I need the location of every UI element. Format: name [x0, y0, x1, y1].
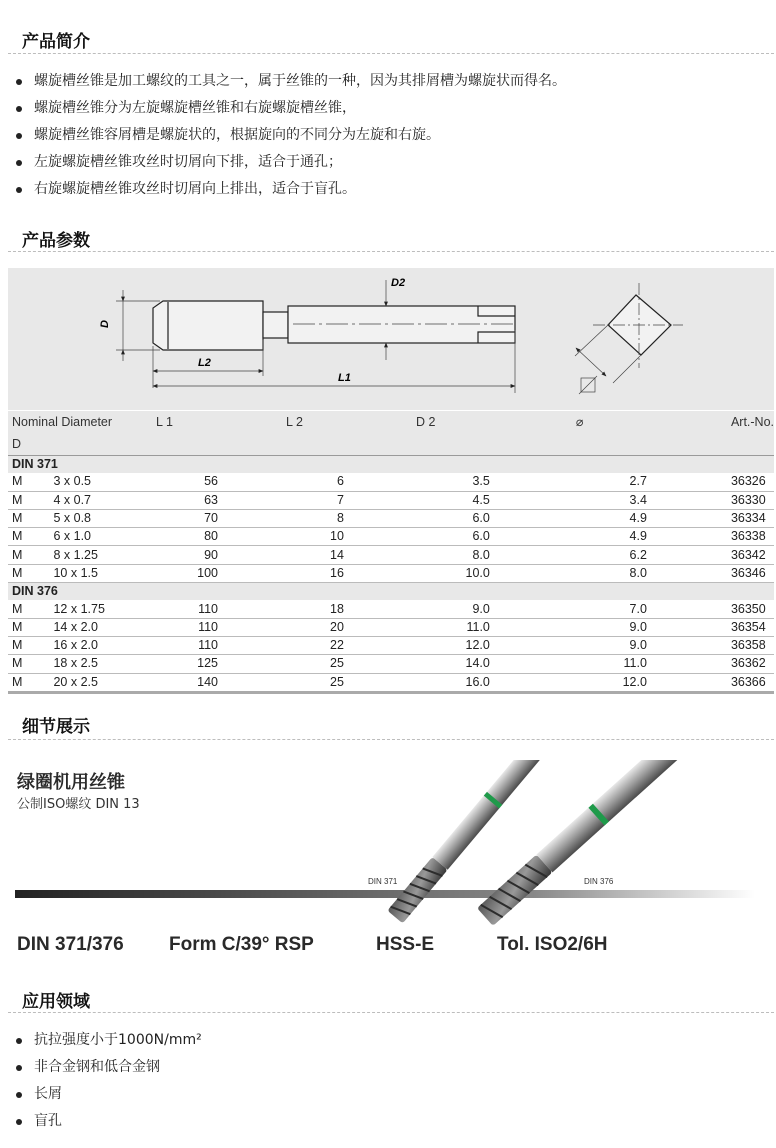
list-item: 右旋螺旋槽丝锥攻丝时切屑向上排出，适合于盲孔。	[14, 176, 566, 203]
cell-l2: 16	[286, 564, 416, 582]
cell-l1: 100	[156, 564, 286, 582]
cell-square: 4.9	[576, 509, 731, 527]
cell-l1: 140	[156, 673, 286, 692]
table-body	[8, 456, 774, 693]
list-item: 螺旋槽丝锥容屑槽是螺旋状的，根据旋向的不同分为左旋和右旋。	[14, 122, 566, 149]
cell-l1: 110	[156, 636, 286, 654]
header-square: ⌀	[576, 411, 731, 434]
table-group-row	[8, 583, 774, 601]
tool-label-din-376: DIN 376	[584, 877, 614, 886]
tool-label-din-371: DIN 371	[368, 877, 398, 886]
cell-d2: 11.0	[416, 618, 576, 636]
parameter-table	[8, 411, 774, 694]
spec-material: HSS-E	[376, 934, 435, 955]
cell-l1: 80	[156, 528, 286, 546]
cell-l2: 7	[286, 491, 416, 509]
table-row	[8, 528, 774, 546]
cell-l1: 110	[156, 600, 286, 618]
cell-square: 3.4	[576, 491, 731, 509]
cell-d2: 3.5	[416, 473, 576, 491]
cell-d2: 4.5	[416, 491, 576, 509]
cell-d2: 9.0	[416, 600, 576, 618]
cell-l1: 110	[156, 618, 286, 636]
section-divider	[8, 739, 774, 740]
cell-l2: 14	[286, 546, 416, 564]
cell-d2: 16.0	[416, 673, 576, 692]
cell-square: 9.0	[576, 636, 731, 654]
cell-prefix: M	[8, 473, 35, 491]
cell-prefix: M	[8, 491, 35, 509]
cell-prefix: M	[8, 528, 35, 546]
cell-size: 5 x 0.8	[35, 509, 156, 527]
cell-prefix: M	[8, 618, 35, 636]
spec-tolerance: Tol. ISO2/6H	[497, 934, 608, 955]
cell-size: 6 x 1.0	[35, 528, 156, 546]
cell-d2: 8.0	[416, 546, 576, 564]
cell-art-no: 36362	[731, 655, 774, 673]
technical-drawing	[8, 268, 774, 410]
cell-size: 20 x 2.5	[35, 673, 156, 692]
gradient-bar	[15, 890, 755, 898]
table-row	[8, 655, 774, 673]
tap-din-371	[387, 760, 569, 923]
cell-l2: 8	[286, 509, 416, 527]
table-row	[8, 600, 774, 618]
cell-square: 12.0	[576, 673, 731, 692]
cell-art-no: 36354	[731, 618, 774, 636]
cell-l1: 56	[156, 473, 286, 491]
cell-l2: 6	[286, 473, 416, 491]
table-group-row	[8, 456, 774, 474]
cell-size: 4 x 0.7	[35, 491, 156, 509]
dim-label-d2: D2	[391, 277, 406, 289]
product-subtitle: 公制ISO螺纹 DIN 13	[17, 797, 140, 812]
product-image	[0, 760, 776, 930]
cell-size: 3 x 0.5	[35, 473, 156, 491]
cell-art-no: 36330	[731, 491, 774, 509]
cell-art-no: 36334	[731, 509, 774, 527]
cell-size: 8 x 1.25	[35, 546, 156, 564]
section-divider	[8, 251, 774, 252]
list-item: 抗拉强度小于1000N/mm²	[14, 1027, 202, 1054]
cell-l1: 90	[156, 546, 286, 564]
cell-l1: 63	[156, 491, 286, 509]
section-divider	[8, 53, 774, 54]
cell-l1: 125	[156, 655, 286, 673]
header-d2: D 2	[416, 411, 576, 434]
cell-d2: 6.0	[416, 528, 576, 546]
cell-l2: 25	[286, 673, 416, 692]
cell-l1: 70	[156, 509, 286, 527]
cell-square: 7.0	[576, 600, 731, 618]
cell-size: 18 x 2.5	[35, 655, 156, 673]
list-item: 螺旋槽丝锥是加工螺纹的工具之一，属于丝锥的一种，因为其排屑槽为螺旋状而得名。	[14, 68, 566, 95]
table-row	[8, 636, 774, 654]
section-title-intro: 产品简介	[22, 32, 90, 52]
cell-prefix: M	[8, 564, 35, 582]
dim-label-d: D	[99, 320, 111, 328]
cell-square: 6.2	[576, 546, 731, 564]
application-bullet-list	[14, 1027, 202, 1135]
cell-l2: 10	[286, 528, 416, 546]
spec-form: Form C/39° RSP	[169, 934, 314, 955]
cell-d2: 14.0	[416, 655, 576, 673]
group-label: DIN 371	[8, 456, 774, 474]
cell-l2: 25	[286, 655, 416, 673]
list-item: 螺旋槽丝锥分为左旋螺旋槽丝锥和右旋螺旋槽丝锥，	[14, 95, 566, 122]
cell-square: 2.7	[576, 473, 731, 491]
dim-label-l2: L2	[198, 357, 211, 369]
table-header-row	[8, 411, 774, 434]
group-label: DIN 376	[8, 583, 774, 601]
header-nominal-diameter: Nominal Diameter	[8, 411, 156, 434]
header-l1: L 1	[156, 411, 286, 434]
cell-art-no: 36346	[731, 564, 774, 582]
cell-prefix: M	[8, 509, 35, 527]
cell-art-no: 36366	[731, 673, 774, 692]
cell-prefix: M	[8, 546, 35, 564]
table-row	[8, 509, 774, 527]
cell-prefix: M	[8, 673, 35, 692]
cell-art-no: 36350	[731, 600, 774, 618]
table-row	[8, 546, 774, 564]
cell-square: 11.0	[576, 655, 731, 673]
cell-square: 9.0	[576, 618, 731, 636]
table-header-subrow	[8, 434, 774, 456]
list-item: 左旋螺旋槽丝锥攻丝时切屑向下排，适合于通孔；	[14, 149, 566, 176]
cell-square: 8.0	[576, 564, 731, 582]
section-divider	[8, 1012, 774, 1013]
cell-size: 14 x 2.0	[35, 618, 156, 636]
cell-size: 12 x 1.75	[35, 600, 156, 618]
dim-label-l1: L1	[338, 372, 351, 384]
tap-dimension-diagram	[8, 268, 774, 410]
cell-size: 16 x 2.0	[35, 636, 156, 654]
cell-art-no: 36358	[731, 636, 774, 654]
list-item: 非合金钢和低合金钢	[14, 1054, 202, 1081]
product-title: 绿圈机用丝锥	[17, 772, 125, 793]
cell-d2: 12.0	[416, 636, 576, 654]
list-item: 盲孔	[14, 1108, 202, 1135]
table-row	[8, 618, 774, 636]
cell-d2: 6.0	[416, 509, 576, 527]
cell-square: 4.9	[576, 528, 731, 546]
cell-art-no: 36326	[731, 473, 774, 491]
cell-prefix: M	[8, 600, 35, 618]
cell-d2: 10.0	[416, 564, 576, 582]
header-l2: L 2	[286, 411, 416, 434]
table-row	[8, 673, 774, 692]
cell-size: 10 x 1.5	[35, 564, 156, 582]
section-title-application: 应用领域	[22, 992, 90, 1012]
table-row	[8, 473, 774, 491]
spec-din: DIN 371/376	[17, 934, 124, 955]
cell-art-no: 36338	[731, 528, 774, 546]
cell-art-no: 36342	[731, 546, 774, 564]
cell-l2: 20	[286, 618, 416, 636]
section-title-details: 细节展示	[22, 717, 90, 737]
cell-prefix: M	[8, 655, 35, 673]
table-row	[8, 491, 774, 509]
cell-l2: 18	[286, 600, 416, 618]
cell-l2: 22	[286, 636, 416, 654]
section-title-params: 产品参数	[22, 231, 90, 251]
cell-prefix: M	[8, 636, 35, 654]
intro-bullet-list	[14, 68, 566, 203]
list-item: 长屑	[14, 1081, 202, 1108]
header-d: D	[8, 434, 774, 456]
table-row	[8, 564, 774, 582]
header-art-no: Art.-No.	[731, 411, 774, 434]
